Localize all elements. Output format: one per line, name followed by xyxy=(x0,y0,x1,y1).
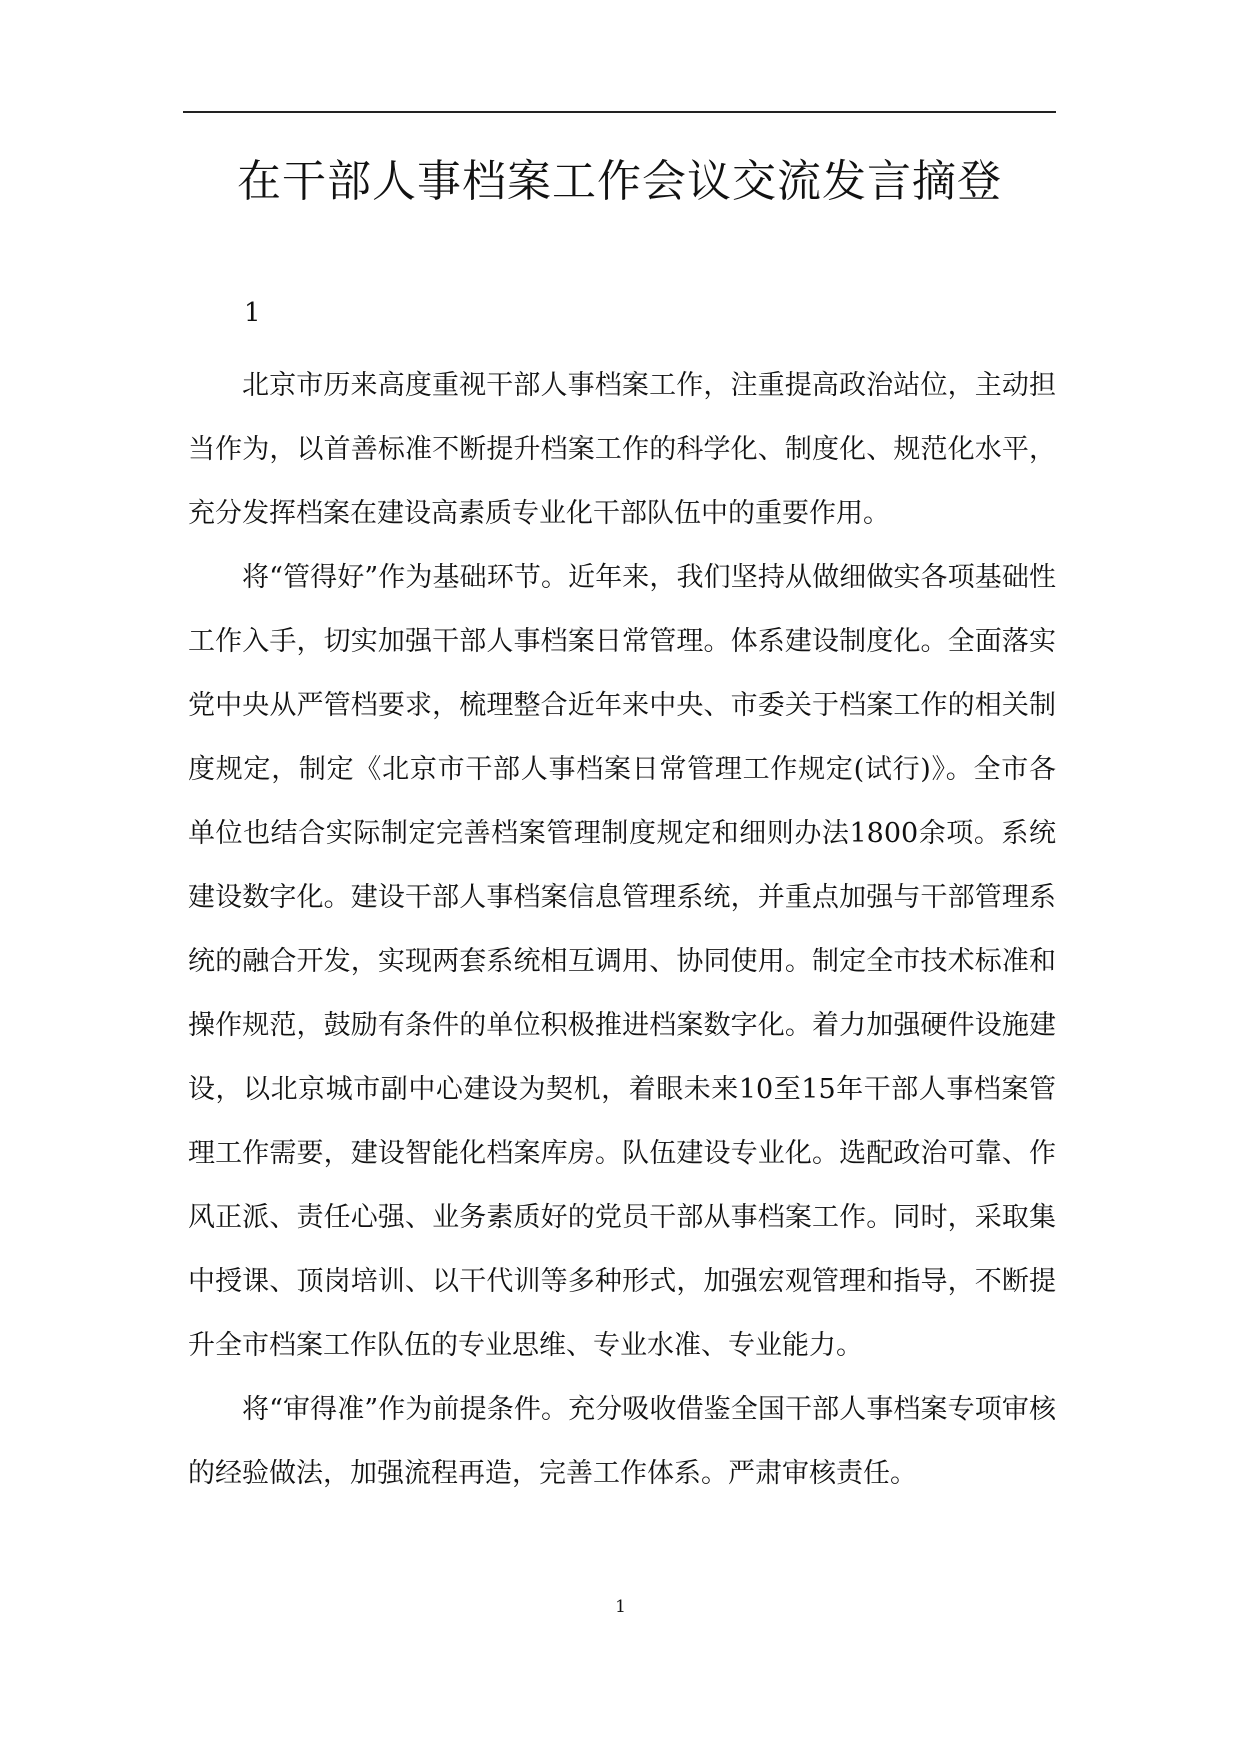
paragraph-management: 将“管得好”作为基础环节。近年来，我们坚持从做细做实各项基础性工作入手，切实加强干部人事档案日常管理。体系建设制度化。全面落实党中央从严管档要求，梳理整合近年来中央、市委关于档案工作的相关制度规定，制定《北京市干部人事档案日常管理工作规定(试行)》。全市各单位也结合实际制定完善档案管理制度规定和细则办法1800余项。系统建设数字化。建设干部人事档案信息管理系统，并重点加强与干部管理系统的融合开发，实现两套系统相互调用、协同使用。制定全市技术标准和操作规范，鼓励有条件的单位积极推进档案数字化。着力加强硬件设施建设，以北京城市副中心建设为契机，着眼未来10至15年干部人事档案管理工作需要，建设智能化档案库房。队伍建设专业化。选配政治可靠、作风正派、责任心强、业务素质好的党员干部从事档案工作。同时，采取集中授课、顶岗培训、以干代训等多种形式，加强宏观管理和指导，不断提升全市档案工作队伍的专业思维、专业水准、专业能力。 xyxy=(188,562,1056,1361)
header-rule xyxy=(183,111,1056,113)
section-number: 1 xyxy=(244,298,261,328)
document-title: 在干部人事档案工作会议交流发言摘登 xyxy=(237,156,1002,207)
document-body xyxy=(188,354,1056,1506)
paragraph-intro: 北京市历来高度重视干部人事档案工作，注重提高政治站位，主动担当作为，以首善标准不断提升档案工作的科学化、制度化、规范化水平，充分发挥档案在建设高素质专业化干部队伍中的重要作用。 xyxy=(188,370,1056,529)
paragraph-review: 将“审得准”作为前提条件。充分吸收借鉴全国干部人事档案专项审核的经验做法，加强流程再造，完善工作体系。严肃审核责任。 xyxy=(188,1394,1056,1489)
page-number: 1 xyxy=(615,1597,626,1617)
